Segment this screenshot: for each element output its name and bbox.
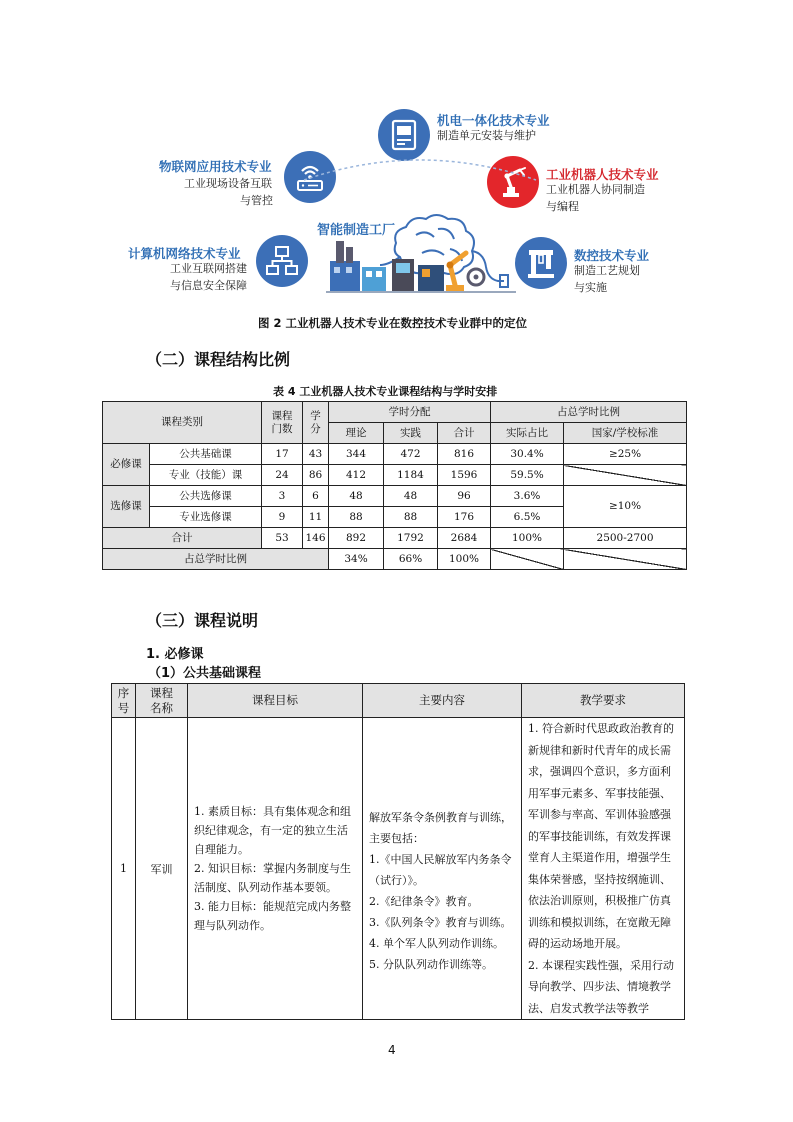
row-name: 公共基础课	[150, 444, 262, 465]
header-standard: 国家/学校标准	[564, 423, 687, 444]
table-row	[103, 486, 687, 507]
content-item: 3.《队列条令》教育与训练。	[369, 915, 512, 929]
header-goal: 课程目标	[188, 684, 363, 718]
cell-course-name: 军训	[136, 718, 188, 1020]
cell-theory: 892	[329, 528, 384, 549]
cell-practice: 472	[384, 444, 438, 465]
node-iot-line1: 工业现场设备互联	[184, 177, 272, 190]
cell-standard-empty	[564, 465, 687, 486]
table-row-total	[103, 528, 687, 549]
node-network-line2: 与信息安全保障	[170, 279, 247, 292]
node-robotics-title: 工业机器人技术专业	[546, 167, 659, 182]
row-name: 占总学时比例	[103, 549, 329, 570]
content-item: 2.《纪律条令》教育。	[369, 894, 479, 908]
cell-practice: 66%	[384, 549, 438, 570]
cell-practice: 1792	[384, 528, 438, 549]
node-cnc-line2: 与实施	[574, 281, 607, 294]
cell-standard: ≥25%	[564, 444, 687, 465]
header-theory: 理论	[329, 423, 384, 444]
table4-caption: 表 4 工业机器人技术专业课程结构与学时安排	[273, 385, 498, 398]
table-row-ratio	[103, 549, 687, 570]
content-item: 5. 分队队列动作训练等。	[369, 957, 493, 971]
cell-total: 1596	[438, 465, 491, 486]
cell-credits: 11	[303, 507, 329, 528]
cell-actual: 100%	[491, 528, 564, 549]
header-content: 主要内容	[363, 684, 522, 718]
subsection-required: 1. 必修课	[146, 647, 204, 662]
content-item: 4. 单个军人队列动作训练。	[369, 936, 504, 950]
goal-item: 2. 知识目标：掌握内务制度与生活制度、队列动作基本要领。	[194, 862, 351, 894]
content-item: 解放军条令条例教育与训练，主要包括：	[369, 810, 512, 845]
cell-practice: 1184	[384, 465, 438, 486]
cell-actual: 6.5%	[491, 507, 564, 528]
cell-actual: 3.6%	[491, 486, 564, 507]
req-item: 1. 符合新时代思政政治教育的新规律和新时代青年的成长需求，强调四个意识，多方面利用军事元素多、军事技能强、军训参与率高、军训体验感强的军事技能训练，有效发挥课堂育人主渠道作用，增强学生集体荣誉感，坚持按纲施训、依法治训原则，积极推广仿真训练和模拟训练，在宽敞无障碍的运动场地开展。	[528, 722, 674, 950]
cell-no: 1	[112, 718, 136, 1020]
req-item: 2. 本课程实践性强，采用行动导向教学、四步法、情境教学法、启发式教学法等教学	[528, 958, 674, 1015]
cell-credits: 146	[303, 528, 329, 549]
header-total: 合计	[438, 423, 491, 444]
cell-theory: 34%	[329, 549, 384, 570]
row-name: 合计	[103, 528, 262, 549]
section-2-title: （二）课程结构比例	[146, 350, 291, 369]
node-mechatronics-line1: 制造单元安装与维护	[437, 129, 536, 142]
cell-count: 24	[262, 465, 303, 486]
cell-credits: 86	[303, 465, 329, 486]
table-row	[103, 465, 687, 486]
cell-standard: 2500-2700	[564, 528, 687, 549]
header-hours: 学时分配	[329, 402, 491, 423]
cell-standard: ≥10%	[564, 486, 687, 528]
header-requirements: 教学要求	[522, 684, 685, 718]
node-cnc-line1: 制造工艺规划	[574, 264, 640, 277]
cell-count: 17	[262, 444, 303, 465]
center-label: 智能制造工厂	[317, 223, 396, 238]
cell-actual: 30.4%	[491, 444, 564, 465]
cell-count: 9	[262, 507, 303, 528]
header-category: 课程类别	[103, 402, 262, 444]
header-actual: 实际占比	[491, 423, 564, 444]
node-network-title: 计算机网络技术专业	[128, 246, 241, 261]
figure-caption: 图 2 工业机器人技术专业在数控技术专业群中的定位	[258, 316, 528, 330]
section-3-title: （三）课程说明	[146, 611, 259, 630]
course-description-table	[111, 683, 685, 1020]
header-practice: 实践	[384, 423, 438, 444]
node-robotics-line1: 工业机器人协同制造	[546, 183, 645, 196]
cell-standard-empty	[564, 549, 687, 570]
node-mechatronics-title: 机电一体化技术专业	[437, 113, 550, 128]
goal-item: 3. 能力目标：能规范完成内务整理与队列动作。	[194, 900, 351, 932]
node-network-line1: 工业互联网搭建	[170, 262, 247, 275]
cell-theory: 412	[329, 465, 384, 486]
cell-goal	[188, 718, 363, 1020]
cell-total: 2684	[438, 528, 491, 549]
node-iot-line2: 与管控	[240, 194, 273, 207]
cell-credits: 43	[303, 444, 329, 465]
cell-theory: 344	[329, 444, 384, 465]
node-cnc-title: 数控技术专业	[574, 248, 650, 263]
table-row	[103, 444, 687, 465]
row-name: 公共选修课	[150, 486, 262, 507]
cell-practice: 48	[384, 486, 438, 507]
connection-arc	[300, 150, 540, 240]
group-elective: 选修课	[103, 486, 150, 528]
subsection-public-basic: （1）公共基础课程	[148, 666, 262, 681]
goal-item: 1. 素质目标：具有集体观念和组织纪律观念，有一定的独立生活自理能力。	[194, 805, 351, 856]
cell-credits: 6	[303, 486, 329, 507]
table-row	[112, 718, 685, 1020]
content-item: 1.《中国人民解放军内务条令（试行）》。	[369, 852, 512, 887]
cell-total: 96	[438, 486, 491, 507]
cell-total: 100%	[438, 549, 491, 570]
cell-theory: 88	[329, 507, 384, 528]
cell-actual-empty	[491, 549, 564, 570]
cell-theory: 48	[329, 486, 384, 507]
node-robotics-line2: 与编程	[546, 200, 579, 213]
header-count: 课程 门数	[262, 402, 303, 444]
row-name: 专业选修课	[150, 507, 262, 528]
course-structure-table	[102, 401, 687, 570]
cell-actual: 59.5%	[491, 465, 564, 486]
cell-requirements	[522, 718, 685, 1020]
cell-total: 176	[438, 507, 491, 528]
page-number: 4	[388, 1043, 396, 1057]
cnc-icon	[515, 237, 567, 289]
header-course-name: 课程 名称	[136, 684, 188, 718]
row-name: 专业（技能）课	[150, 465, 262, 486]
header-credits: 学 分	[303, 402, 329, 444]
node-iot-title: 物联网应用技术专业	[159, 159, 272, 174]
cell-practice: 88	[384, 507, 438, 528]
network-icon	[256, 235, 308, 287]
cell-total: 816	[438, 444, 491, 465]
group-required: 必修课	[103, 444, 150, 486]
cell-count: 3	[262, 486, 303, 507]
header-ratio: 占总学时比例	[491, 402, 687, 423]
cell-count: 53	[262, 528, 303, 549]
header-no: 序 号	[112, 684, 136, 718]
cell-content	[363, 718, 522, 1020]
